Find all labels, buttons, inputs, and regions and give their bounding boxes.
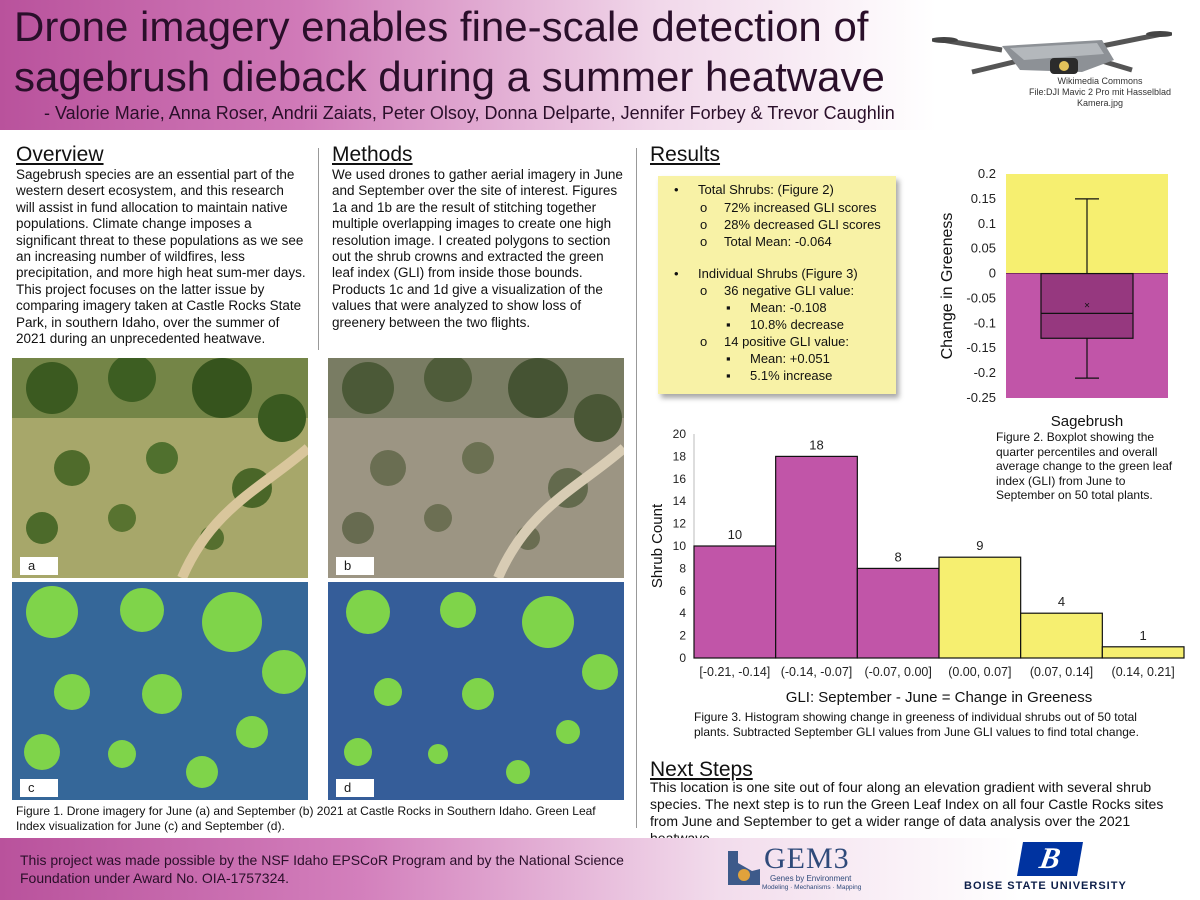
- x-tick-label: (-0.14, -0.07]: [780, 665, 853, 679]
- mean-marker: ×: [1084, 300, 1090, 312]
- y-tick-label: 8: [679, 561, 686, 576]
- gem3-logo-tagline: Modeling · Mechanisms · Mapping: [762, 884, 862, 891]
- x-tick-label: (-0.07, 0.00]: [864, 665, 932, 679]
- y-tick-label: 0: [679, 651, 686, 665]
- total-shrubs-header: Total Shrubs: (Figure 2): [698, 182, 834, 197]
- x-axis-label: GLI: September - June = Change in Greeness: [785, 689, 1093, 706]
- x-tick-label: (0.07, 0.14]: [1029, 665, 1094, 679]
- title-line-1: Drone imagery enables fine-scale detection of: [14, 3, 869, 50]
- total-item: 28% decreased GLI scores: [724, 217, 881, 232]
- y-tick-label: 6: [679, 583, 686, 598]
- y-tick-label: 0.2: [977, 166, 996, 181]
- y-tick-label: 10: [672, 539, 686, 553]
- figure-label-b: b: [336, 557, 374, 575]
- credit-line-1: Wikimedia Commons: [1057, 76, 1143, 86]
- poster-title: [14, 2, 914, 102]
- negative-header: 36 negative GLI value:: [724, 283, 855, 298]
- bar-value-label: 9: [976, 538, 984, 554]
- bullet-icon: •: [674, 182, 679, 197]
- individual-shrubs-header: Individual Shrubs (Figure 3): [698, 266, 858, 281]
- square-bullet-icon: ▪: [726, 317, 731, 332]
- y-tick-label: 20: [672, 427, 686, 441]
- y-tick-label: 0.1: [977, 215, 996, 231]
- overview-text: Sagebrush species are an essential part of the western desert ecosystem, and this research will assist in fund allocation to maintain native populations. Climate change imposes a significant threat to these populations as we see an increasing number of wildfires, less precipitation, and more high heat sum-mer days. This project focuses on the latter issue by comparing imagery taken at Castle Rocks State Park, in southern Idaho, over the summer of 2021 during an unprecedented heatwave.: [16, 167, 306, 347]
- y-tick-label: 12: [672, 516, 686, 531]
- negative-item: 10.8% decrease: [750, 317, 844, 332]
- gem3-logo-icon: [722, 845, 766, 891]
- positive-item: Mean: +0.051: [750, 351, 830, 366]
- y-tick-label: -0.2: [973, 365, 996, 381]
- sub-bullet-icon: o: [700, 217, 708, 232]
- y-tick-label: -0.1: [973, 315, 996, 331]
- y-tick-label: -0.15: [966, 340, 996, 356]
- square-bullet-icon: ▪: [726, 368, 731, 383]
- bar-value-label: 10: [727, 527, 743, 542]
- column-divider: [636, 148, 637, 828]
- y-axis-label: Shrub Count: [649, 503, 666, 589]
- gem3-logo-subtitle: Genes by Environment: [770, 874, 852, 883]
- next-steps-text: This location is one site out of four along an elevation gradient with several shrub species. The next step is to run the Green Leaf Index on all four Castle Rocks sites from June and September to get a wider range of data analysis over the 2021: [650, 779, 1164, 829]
- total-item: Total Mean: -0.064: [724, 234, 832, 249]
- sub-bullet-icon: o: [700, 283, 708, 298]
- histogram-bar: [694, 546, 776, 658]
- y-tick-label: -0.25: [966, 390, 996, 405]
- y-tick-label: 16: [672, 471, 686, 486]
- drone-icon: [932, 10, 1172, 78]
- results-summary-box: [658, 176, 896, 394]
- y-tick-label: 0.05: [970, 240, 996, 256]
- histogram-bar: [1102, 647, 1184, 658]
- histogram-chart: [646, 420, 1196, 710]
- y-tick-label: -0.05: [966, 290, 996, 306]
- funding-acknowledgement: This project was made possible by the NSF Idaho EPSCoR Program and by the National Science Foundation under Award No. OIA-1757324.: [20, 852, 624, 886]
- x-tick-label: [-0.21, -0.14]: [699, 665, 771, 679]
- figure2-caption: Figure 2. Boxplot showing the quarter percentiles and overall average change to the green leaf index (GLI) from June to September on 50 total plants.: [996, 430, 1173, 502]
- authors: - Valorie Marie, Anna Roser, Andrii Zaiats, Peter Olsoy, Donna Delparte, Jennifer Forbey & Trevor Caughlin: [44, 103, 895, 123]
- bullet-icon: •: [674, 266, 679, 281]
- figure-label-d: d: [336, 779, 374, 797]
- histogram-bar: [1021, 613, 1103, 658]
- figure-label-a: a: [20, 557, 58, 575]
- y-tick-label: 14: [672, 494, 686, 509]
- y-axis-label: Change in Greeness: [939, 212, 956, 360]
- y-tick-label: 18: [672, 449, 686, 464]
- negative-item: Mean: -0.108: [750, 300, 827, 315]
- gem3-logo-title: GEM3: [764, 842, 850, 875]
- y-tick-label: 0.15: [970, 190, 996, 206]
- bar-value-label: 18: [809, 437, 824, 453]
- overview-heading: Overview: [16, 143, 104, 166]
- photo-september-rgb: [328, 358, 624, 578]
- boise-state-wordmark: BOISE STATE UNIVERSITY: [964, 880, 1127, 892]
- total-item: 72% increased GLI scores: [724, 200, 877, 215]
- photo-june-gli: [12, 582, 308, 800]
- y-tick-label: 2: [679, 628, 686, 643]
- square-bullet-icon: ▪: [726, 300, 731, 315]
- histogram-bar: [776, 456, 858, 658]
- histogram-bar: [939, 557, 1021, 658]
- title-line-2: sagebrush dieback during a summer heatwave: [14, 53, 885, 100]
- sub-bullet-icon: o: [700, 234, 708, 249]
- positive-item: 5.1% increase: [750, 368, 833, 383]
- boise-state-b-logo-icon: B: [1017, 842, 1083, 876]
- sub-bullet-icon: o: [700, 200, 708, 215]
- methods-heading: Methods: [332, 143, 413, 166]
- square-bullet-icon: ▪: [726, 351, 731, 366]
- figure1-caption: Figure 1. Drone imagery for June (a) and September (b) 2021 at Castle Rocks in Southern Idaho. Green Leaf Index visualization for June (c) and September (d).: [16, 804, 596, 833]
- y-tick-label: 0: [988, 265, 996, 281]
- histogram-bar: [857, 568, 939, 658]
- results-heading: Results: [650, 143, 721, 166]
- next-steps-heading: Next Steps: [650, 758, 753, 781]
- methods-text: We used drones to gather aerial imagery in June and September over the site of interest. Figures 1a and 1b are the result of stitching together multiple overlapping images to create one high resolution image. I created polygons to section out the shrub crowns and extracted the green leaf index (GLI) from inside those bounds. Products 1c and 1d give a visualization of the values that were analyzed to show loss of greenery between the two flights.: [332, 167, 623, 330]
- x-tick-label: (0.14, 0.21]: [1111, 665, 1175, 679]
- photo-june-rgb: [12, 358, 308, 578]
- credit-line-2: File:DJI Mavic 2 Pro mit Hasselblad Kamera.jpg: [1028, 87, 1172, 108]
- bar-value-label: 4: [1057, 594, 1066, 610]
- image-credit: [1010, 76, 1190, 109]
- photo-september-gli: [328, 582, 624, 800]
- figure3-caption: Figure 3. Histogram showing change in greeness of individual shrubs out of 50 total plants. Subtracted September GLI values from June GLI values to find total change.: [694, 710, 1139, 739]
- sub-bullet-icon: o: [700, 334, 708, 349]
- boxplot-chart: [930, 160, 1200, 430]
- figure-label-c: c: [20, 779, 58, 797]
- bar-value-label: 8: [894, 549, 902, 565]
- x-axis-label: Sagebrush: [1050, 413, 1124, 430]
- positive-header: 14 positive GLI value:: [724, 334, 850, 349]
- y-tick-label: 4: [679, 606, 686, 621]
- column-divider: [318, 148, 319, 350]
- x-tick-label: (0.00, 0.07]: [948, 665, 1012, 679]
- bar-value-label: 1: [1139, 627, 1147, 643]
